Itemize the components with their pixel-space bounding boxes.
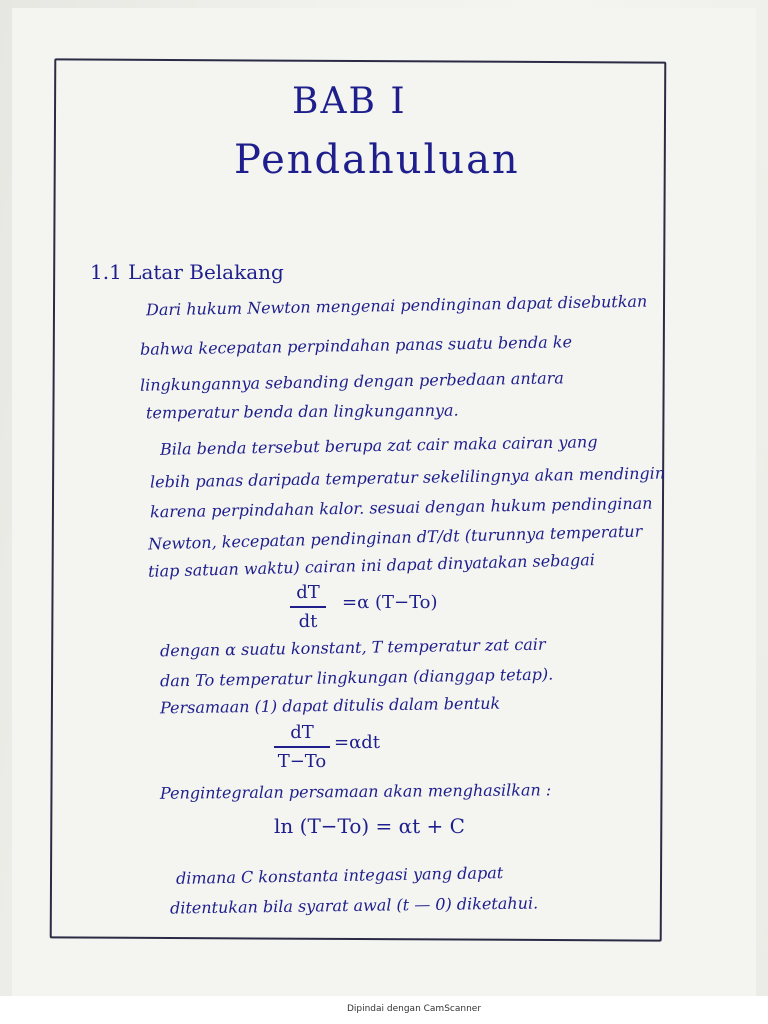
equation-2-numerator: dT: [290, 722, 314, 743]
paragraph-5-line-1: dimana C konstanta integasi yang dapat: [175, 863, 504, 888]
section-heading: 1.1 Latar Belakang: [90, 260, 284, 284]
fraction-bar: [274, 746, 330, 748]
equation-1-fraction: [290, 582, 326, 632]
equation-1-numerator: dT: [296, 582, 320, 603]
paragraph-2-line-1: Bila benda tersebut berupa zat cair maka cairan yang: [159, 432, 598, 459]
paragraph-1-line-3: lingkungannya sebanding dengan perbedaan antara: [139, 368, 564, 395]
paragraph-1-line-1: Dari hukum Newton mengenai pendinginan dapat disebutkan: [145, 291, 648, 320]
paragraph-2-line-3: karena perpindahan kalor. sesuai dengan hukum pendinginan: [149, 493, 653, 522]
equation-2-fraction: [274, 722, 330, 772]
paragraph-2-line-2: lebih panas daripada temperatur sekelilingnya akan mendingin: [149, 463, 666, 492]
fraction-bar: [290, 606, 326, 608]
paragraph-2-line-4: Newton, kecepatan pendinginan dT/dt (turunnya temperatur: [147, 521, 643, 554]
paragraph-3-line-1: dengan α suatu konstant, T temperatur zat cair: [159, 634, 546, 661]
scanner-watermark: Dipindai dengan CamScanner: [346, 1004, 482, 1014]
paragraph-2-line-5: tiap satuan waktu) cairan ini dapat dinyatakan sebagai: [147, 550, 596, 581]
equation-2-rhs: =αdt: [334, 732, 380, 753]
chapter-title: Pendahuluan: [234, 137, 520, 183]
paragraph-1-line-2: bahwa kecepatan perpindahan panas suatu benda ke: [139, 332, 573, 359]
equation-1-denominator: dt: [298, 611, 318, 632]
paragraph-3-line-2: dan To temperatur lingkungan (dianggap tetap).: [159, 664, 554, 691]
chapter-heading: BAB I: [292, 81, 407, 122]
equation-3: ln (T−To) = αt + C: [274, 814, 465, 838]
paragraph-1-line-4: temperatur benda dan lingkungannya.: [145, 400, 459, 423]
paragraph-3-line-3: Persamaan (1) dapat ditulis dalam bentuk: [159, 693, 501, 718]
equation-1-rhs: =α (T−To): [342, 592, 438, 613]
equation-2-denominator: T−To: [277, 751, 327, 772]
paragraph-4: Pengintegralan persamaan akan menghasilkan :: [159, 780, 552, 803]
paragraph-5-line-2: ditentukan bila syarat awal (t — 0) diketahui.: [169, 893, 539, 918]
